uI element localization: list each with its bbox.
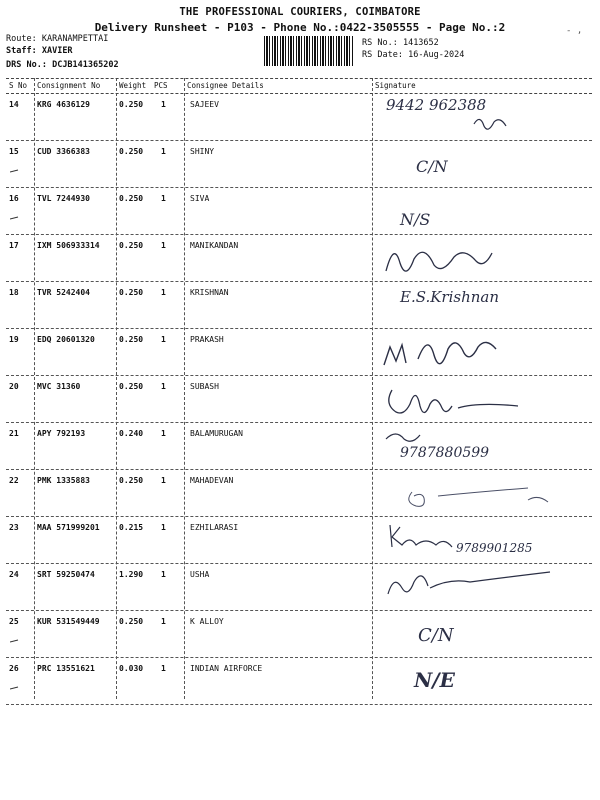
- header-signature: Signature: [375, 81, 416, 90]
- table-header: [6, 78, 592, 94]
- consignee-cell: EZHILARASI: [190, 523, 239, 532]
- route-line: [6, 34, 108, 44]
- weight-cell: 0.250: [119, 382, 144, 391]
- staff-value: XAVIER: [41, 46, 73, 56]
- rs-no-value: 1413652: [402, 38, 439, 48]
- rs-date-value: 16-Aug-2024: [408, 50, 465, 60]
- consignment-cell: TVR 5242404: [37, 288, 90, 297]
- table-row: [6, 423, 592, 470]
- weight-cell: 0.215: [119, 523, 144, 532]
- signature-cell: [378, 235, 592, 279]
- header-sno: S No: [9, 81, 28, 90]
- sno-cell: 26: [9, 664, 19, 673]
- signature-handwriting: 9442 962388: [386, 96, 487, 114]
- drs-value: DCJB141365202: [52, 60, 119, 70]
- tick-mark-icon: [10, 639, 20, 645]
- signature-cell: [378, 470, 592, 514]
- consignee-cell: SAJEEV: [190, 100, 219, 109]
- consignment-cell: KRG 4636129: [37, 100, 90, 109]
- consignment-cell: IXM 506933314: [37, 241, 100, 250]
- consignment-cell: MVC 31360: [37, 382, 81, 391]
- signature-scribble: [378, 564, 592, 608]
- consignment-cell: EDQ 20601320: [37, 335, 95, 344]
- signature-cell: [378, 611, 592, 655]
- route-value: KARANAMPETTAI: [41, 34, 109, 44]
- pcs-cell: 1: [161, 476, 166, 485]
- pcs-cell: 1: [161, 100, 166, 109]
- consignee-cell: MANIKANDAN: [190, 241, 239, 250]
- pcs-cell: 1: [161, 194, 166, 203]
- sno-cell: 25: [9, 617, 19, 626]
- signature-handwriting: 9789901285: [456, 541, 533, 555]
- table-row: [6, 470, 592, 517]
- tick-mark-icon: [10, 686, 20, 692]
- rs-no-label: RS No.:: [362, 38, 398, 48]
- table-body: [6, 94, 592, 705]
- consignment-cell: KUR 531549449: [37, 617, 100, 626]
- table-row: [6, 235, 592, 282]
- consignee-cell: BALAMURUGAN: [190, 429, 243, 438]
- rs-no-line: [362, 38, 439, 48]
- sno-cell: 24: [9, 570, 19, 579]
- consignment-cell: CUD 3366383: [37, 147, 90, 156]
- sno-cell: 20: [9, 382, 19, 391]
- signature-cell: [378, 141, 592, 185]
- route-label: Route:: [6, 34, 37, 44]
- weight-cell: 0.250: [119, 288, 144, 297]
- signature-handwriting: 9787880599: [400, 445, 490, 461]
- sno-cell: 22: [9, 476, 19, 485]
- table-row: [6, 94, 592, 141]
- pcs-cell: 1: [161, 617, 166, 626]
- rs-date-label: RS Date:: [362, 50, 403, 60]
- signature-cell: [378, 658, 592, 702]
- signature-cell: [378, 94, 592, 138]
- signature-cell: [378, 282, 592, 326]
- tick-mark-icon: [10, 216, 20, 222]
- pcs-cell: 1: [161, 382, 166, 391]
- sno-cell: 16: [9, 194, 19, 203]
- weight-cell: 0.250: [119, 241, 144, 250]
- table-row: [6, 658, 592, 705]
- runsheet-subtitle: Delivery Runsheet - P103 - Phone No.:0422-3505555 - Page No.:2: [94, 21, 506, 34]
- sno-cell: 21: [9, 429, 19, 438]
- consignee-cell: SHINY: [190, 147, 215, 156]
- consignee-cell: KRISHNAN: [190, 288, 229, 297]
- table-row: [6, 282, 592, 329]
- staff-line: [6, 46, 73, 56]
- pcs-cell: 1: [161, 429, 166, 438]
- consignee-cell: USHA: [190, 570, 210, 579]
- header-pcs: PCS: [154, 81, 168, 90]
- table-row: [6, 376, 592, 423]
- signature-cell: [378, 423, 592, 467]
- table-row: [6, 564, 592, 611]
- pcs-cell: 1: [161, 241, 166, 250]
- signature-handwriting: N/S: [400, 210, 431, 229]
- signature-cell: [378, 329, 592, 373]
- consignment-cell: PRC 13551621: [37, 664, 95, 673]
- consignee-cell: PRAKASH: [190, 335, 224, 344]
- signature-handwriting: N/E: [414, 668, 455, 692]
- weight-cell: 0.250: [119, 476, 144, 485]
- consignment-cell: SRT 59250474: [37, 570, 95, 579]
- signature-handwriting: E.S.Krishnan: [400, 288, 500, 306]
- consignee-cell: INDIAN AIRFORCE: [190, 664, 263, 673]
- signature-scribble: [378, 329, 592, 373]
- weight-cell: 0.250: [119, 147, 144, 156]
- sno-cell: 23: [9, 523, 19, 532]
- signature-scribble: [378, 470, 592, 514]
- table-row: [6, 329, 592, 376]
- table-row: [6, 517, 592, 564]
- header-consignment: Consignment No: [37, 81, 101, 90]
- table-row: [6, 611, 592, 658]
- weight-cell: 0.240: [119, 429, 144, 438]
- header-weight: Weight: [119, 81, 147, 90]
- consignee-cell: K ALLOY: [190, 617, 224, 626]
- consignment-cell: APY 792193: [37, 429, 86, 438]
- signature-scribble: [378, 376, 592, 420]
- drs-label: DRS No.:: [6, 60, 47, 70]
- barcode: [264, 36, 354, 66]
- pcs-cell: 1: [161, 335, 166, 344]
- pcs-cell: 1: [161, 288, 166, 297]
- pcs-cell: 1: [161, 523, 166, 532]
- drs-line: [6, 60, 119, 70]
- consignee-cell: MAHADEVAN: [190, 476, 234, 485]
- page-title: THE PROFESSIONAL COURIERS, COIMBATORE: [179, 6, 421, 18]
- rs-date-line: [362, 50, 464, 60]
- weight-cell: 1.290: [119, 570, 144, 579]
- signature-handwriting: C/N: [416, 157, 448, 176]
- sno-cell: 15: [9, 147, 19, 156]
- weight-cell: 0.250: [119, 335, 144, 344]
- weight-cell: 0.250: [119, 100, 144, 109]
- weight-cell: 0.250: [119, 617, 144, 626]
- consignment-cell: PMK 1335883: [37, 476, 90, 485]
- sno-cell: 17: [9, 241, 19, 250]
- table-row: [6, 141, 592, 188]
- corner-mark: - ,: [566, 26, 583, 36]
- weight-cell: 0.250: [119, 194, 144, 203]
- signature-cell: [378, 517, 592, 561]
- consignee-cell: SIVA: [190, 194, 210, 203]
- runsheet-table: [6, 78, 592, 705]
- weight-cell: 0.030: [119, 664, 144, 673]
- pcs-cell: 1: [161, 570, 166, 579]
- sno-cell: 14: [9, 100, 19, 109]
- header-consignee: Consignee Details: [187, 81, 264, 90]
- consignee-cell: SUBASH: [190, 382, 219, 391]
- signature-handwriting: C/N: [418, 625, 454, 646]
- sno-cell: 19: [9, 335, 19, 344]
- pcs-cell: 1: [161, 147, 166, 156]
- tick-mark-icon: [10, 169, 20, 175]
- pcs-cell: 1: [161, 664, 166, 673]
- sno-cell: 18: [9, 288, 19, 297]
- consignment-cell: MAA 571999201: [37, 523, 100, 532]
- signature-cell: [378, 564, 592, 608]
- consignment-cell: TVL 7244930: [37, 194, 90, 203]
- signature-scribble: [378, 235, 592, 279]
- table-row: [6, 188, 592, 235]
- staff-label: Staff:: [6, 46, 37, 56]
- signature-cell: [378, 188, 592, 232]
- signature-cell: [378, 376, 592, 420]
